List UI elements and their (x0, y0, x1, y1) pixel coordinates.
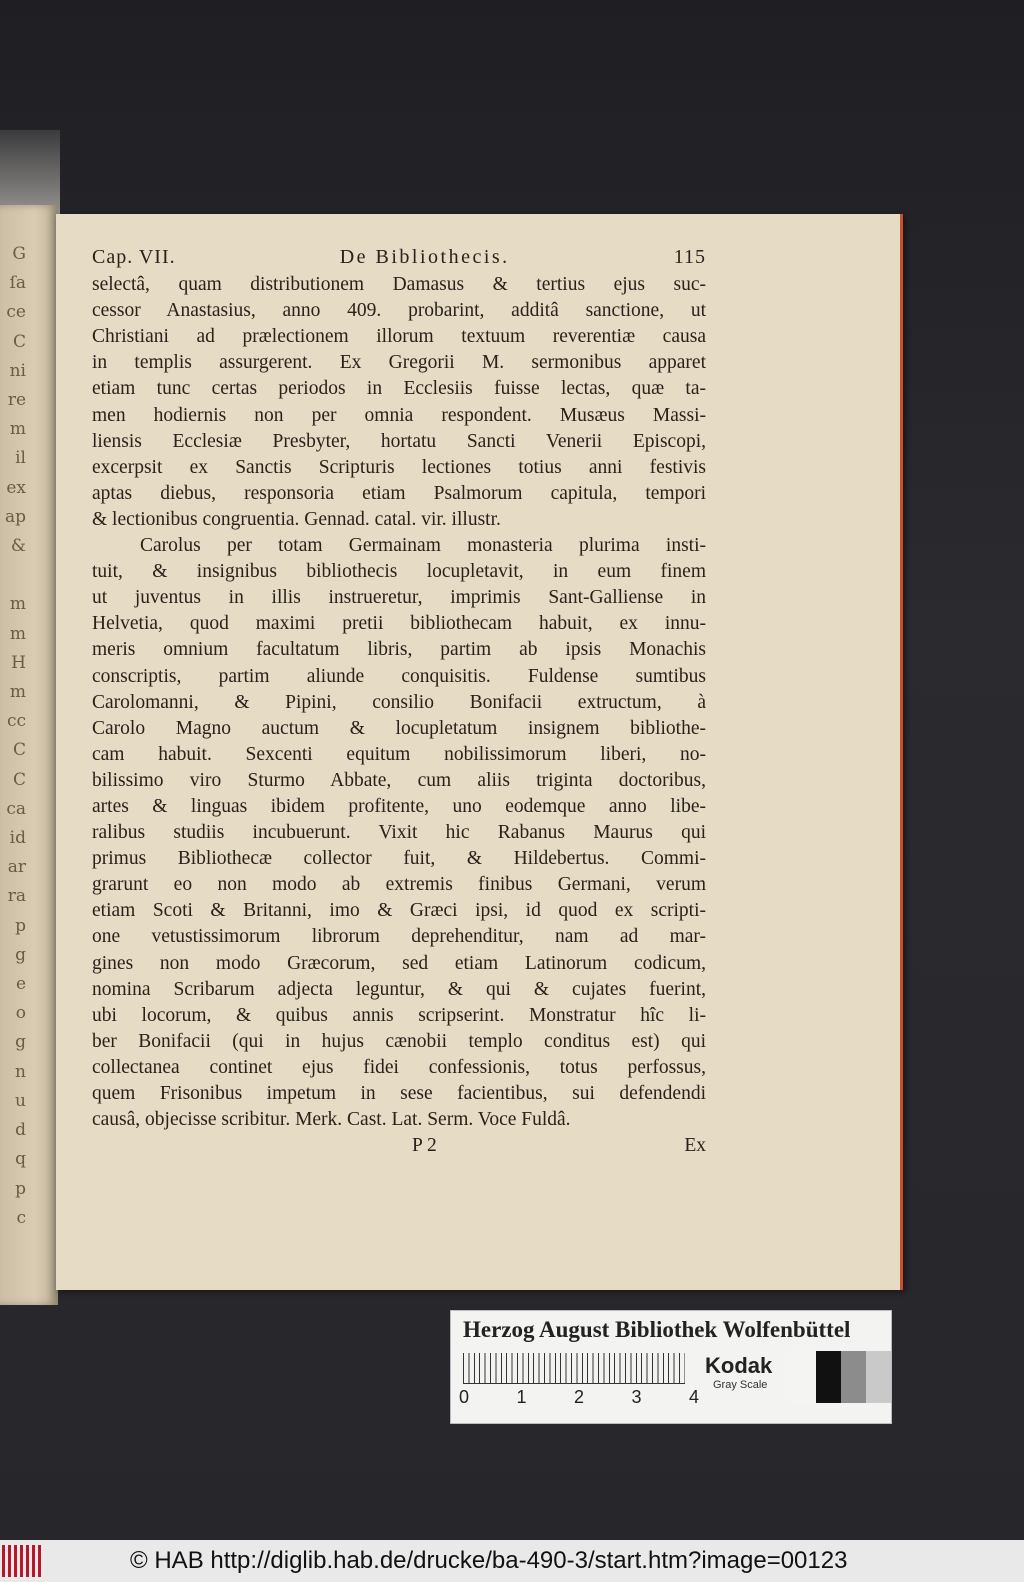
text-line: ralibus studiis incubuerunt. Vixit hic Rabanus Maurus qui (92, 822, 706, 844)
left-page-glyph: C (12, 331, 26, 352)
gray-scale-label: Gray Scale (713, 1379, 768, 1391)
left-page-glyph: g (15, 944, 26, 965)
left-page-glyph: ni (9, 360, 26, 381)
left-page-glyph: & (10, 536, 26, 557)
text-line: liensis Ecclesiæ Presbyter, hortatu Sancti Venerii Episcopi, (92, 430, 706, 452)
gray-swatch (791, 1351, 816, 1403)
left-page-glyph: m (9, 419, 26, 440)
left-page-glyph: ex (6, 477, 26, 498)
signature-mark: P 2 (412, 1135, 437, 1157)
text-line: one vetustissimorum librorum deprehenditur, nam ad mar- (92, 926, 706, 948)
book-page (56, 214, 903, 1290)
text-line: ut juventus in illis instrueretur, imprimis Sant-Galliense in (92, 587, 706, 609)
text-line: etiam tunc certas periodos in Ecclesiis fuisse lectas, quæ ta- (92, 378, 706, 400)
text-line: cam habuit. Sexcenti equitum nobilissimorum liberi, no- (92, 743, 706, 765)
text-line: gines non modo Græcorum, sed etiam Latinorum codicum, (92, 952, 706, 974)
copyright-url: © HAB http://diglib.hab.de/drucke/ba-490-3/start.htm?image=00123 (130, 1547, 848, 1574)
left-page-text-fragment (0, 240, 26, 1233)
left-page-glyph: ſa (9, 273, 26, 294)
text-line: Helvetia, quod maximi pretii bibliothecam habuit, ex innu- (92, 613, 706, 635)
left-page-glyph: n (15, 1061, 26, 1082)
gray-scale-card (450, 1310, 892, 1424)
text-line: Carolomanni, & Pipini, consilio Bonifacii extructum, à (92, 691, 706, 713)
text-line: collectanea continet ejus fidei confessionis, totus perfossus, (92, 1056, 706, 1078)
text-line: causâ, objecisse scribitur. Merk. Cast. Lat. Serm. Voce Fuldâ. (92, 1109, 571, 1131)
text-line: aptas diebus, responsoria etiam Psalmorum capitula, tempori (92, 482, 706, 504)
text-line: meris omnium facultatum libris, partim ab ipsis Monachis (92, 639, 706, 661)
ruler-number: 4 (688, 1387, 699, 1407)
gray-swatch (841, 1351, 866, 1403)
ruler-number: 2 (573, 1387, 584, 1407)
left-page-glyph: e (15, 974, 26, 995)
paragraph-2 (92, 533, 706, 1133)
hab-logo-icon (2, 1545, 42, 1577)
left-page-glyph: ap (4, 506, 26, 527)
ruler-numbers (459, 1387, 699, 1408)
text-line: tuit, & insignibus bibliothecis locupletavit, in eum finem (92, 561, 706, 583)
text-line: Carolo Magno auctum & locupletatum insignem bibliothe- (92, 717, 706, 739)
catchword: Ex (684, 1135, 706, 1157)
chapter-label: Cap. VII. (92, 246, 176, 268)
left-page-glyph: cc (6, 711, 26, 732)
footer-bar (0, 1540, 1024, 1582)
page-text-block (92, 244, 706, 1159)
left-page-glyph: H (11, 652, 26, 673)
gray-swatch (866, 1351, 891, 1403)
ruler-number: 3 (631, 1387, 642, 1407)
left-page-glyph: C (12, 769, 26, 790)
left-page-glyph: ra (7, 886, 26, 907)
left-page-glyph: G (12, 244, 26, 264)
text-line: selectâ, quam distributionem Damasus & tertius ejus suc- (92, 274, 706, 296)
running-title: De Bibliothecis. (339, 246, 510, 268)
left-page-glyph: id (9, 828, 26, 849)
gray-swatch (816, 1351, 841, 1403)
left-page-glyph: g (15, 1032, 26, 1053)
left-page-glyph: u (15, 1090, 26, 1111)
text-line: & lectionibus congruentia. Gennad. catal. vir. illustr. (92, 508, 501, 530)
left-page-glyph: re (7, 390, 26, 411)
text-line: conscriptis, partim aliunde conquisitis. Fuldense sumtibus (92, 665, 706, 687)
left-page-glyph: ca (6, 798, 26, 819)
paragraph-1 (92, 272, 706, 533)
text-line: artes & linguas ibidem profitente, uno eodemque anno libe- (92, 795, 706, 817)
ruler (463, 1353, 685, 1384)
text-line: Christiani ad prælectionem illorum textuum reverentiæ causa (92, 326, 706, 348)
text-line: nomina Scribarum adjecta leguntur, & qui & cujates fuerint, (92, 978, 706, 1000)
page-number: 115 (673, 246, 706, 268)
left-page-glyph: m (9, 623, 26, 644)
left-page-glyph: m (9, 682, 26, 703)
text-line: etiam Scoti & Britanni, imo & Græci ipsi, id quod ex scripti- (92, 900, 706, 922)
left-page-glyph: q (15, 1149, 26, 1170)
text-line: excerpsit ex Sanctis Scripturis lectiones totius anni festivis (92, 456, 706, 478)
library-name: Herzog August Bibliothek Wolfenbüttel (463, 1317, 851, 1342)
left-page-glyph: c (16, 1207, 26, 1228)
text-line: bilissimo viro Sturmo Abbate, cum aliis triginta doctoribus, (92, 769, 706, 791)
text-line: Carolus per totam Germainam monasteria plurima insti- (140, 535, 706, 557)
page-footer (92, 1133, 706, 1159)
text-line: in templis assurgerent. Ex Gregorii M. sermonibus apparet (92, 352, 706, 374)
text-line: cessor Anastasius, anno 409. probarint, additâ sanctione, ut (92, 300, 706, 322)
left-page-glyph: il (15, 448, 26, 469)
left-page-glyph: p (15, 1178, 26, 1199)
gray-swatches (791, 1351, 891, 1403)
left-page-glyph: d (15, 1120, 26, 1141)
text-line: men hodiernis non per omnia respondent. Musæus Massi- (92, 404, 706, 426)
running-head (92, 244, 706, 270)
left-page-glyph: C (12, 740, 26, 761)
text-line: grarunt eo non modo ab extremis finibus Germani, verum (92, 874, 706, 896)
text-line: primus Bibliothecæ collector fuit, & Hildebertus. Commi- (92, 848, 706, 870)
kodak-logo: Kodak (705, 1353, 773, 1378)
ruler-number: 1 (516, 1387, 527, 1407)
left-page-glyph: ce (6, 302, 26, 323)
left-page-glyph: o (15, 1003, 26, 1024)
left-page-glyph: ar (7, 857, 26, 878)
ruler-number: 0 (459, 1387, 470, 1407)
left-page-glyph: m (9, 594, 26, 615)
left-page-glyph: p (15, 915, 26, 936)
left-page-glyph (0, 561, 26, 590)
text-line: quem Frisonibus impetum in sese facientibus, sui defendendi (92, 1083, 706, 1104)
text-line: ubi locorum, & quibus annis scripserint. Monstratur hîc li- (92, 1004, 706, 1026)
text-line: ber Bonifacii (qui in hujus cænobii templo conditus est) qui (92, 1030, 706, 1052)
